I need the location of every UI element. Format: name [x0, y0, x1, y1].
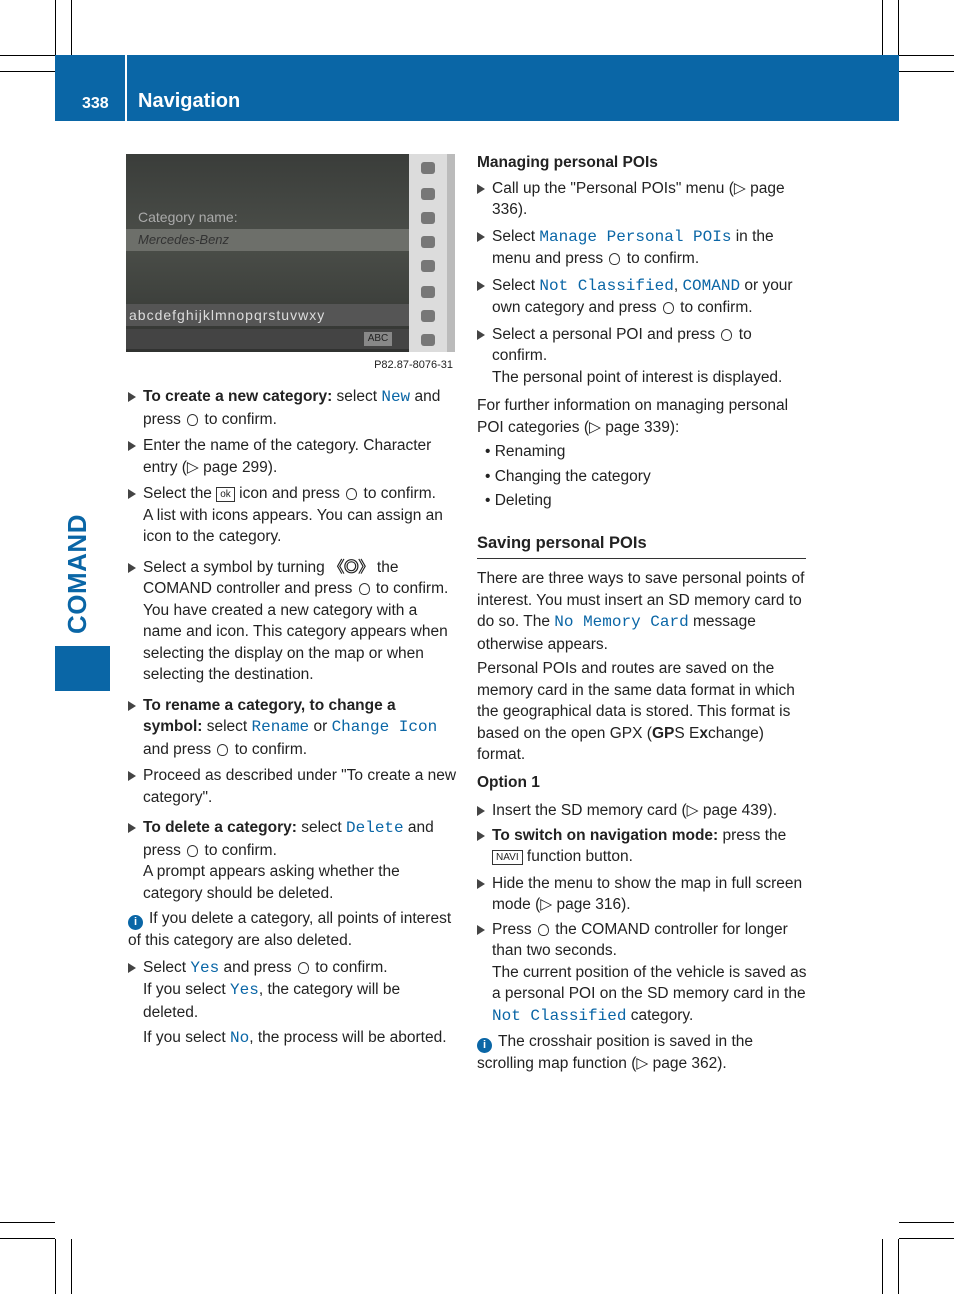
crop-mark	[882, 1239, 883, 1294]
press-controller-icon	[298, 962, 309, 974]
step-select-manage: Select Manage Personal POIs in the menu and press to confirm.	[477, 226, 809, 270]
crop-mark	[71, 0, 72, 55]
ok-button-icon: ok	[216, 487, 235, 502]
crop-mark	[899, 1222, 954, 1223]
note-select-no: If you select No, the process will be aborted.	[143, 1029, 447, 1047]
press-controller-icon	[187, 845, 198, 857]
triangle-icon	[128, 771, 136, 781]
press-controller-icon	[609, 253, 620, 265]
bullet-item: • Changing the category	[485, 467, 651, 485]
triangle-icon	[128, 392, 136, 402]
poi-icon	[421, 236, 435, 248]
press-controller-icon	[721, 329, 732, 341]
info-icon: i	[477, 1038, 492, 1053]
section-heading-managing: Managing personal POIs	[477, 154, 658, 171]
triangle-icon	[128, 823, 136, 833]
bullet-item: • Deleting	[485, 492, 552, 509]
turn-controller-icon: 《◎》	[329, 558, 373, 576]
poi-icon	[421, 162, 435, 174]
left-column	[128, 386, 458, 1050]
poi-icon	[421, 260, 435, 272]
crop-mark	[0, 71, 55, 72]
crop-mark	[55, 1239, 56, 1294]
chapter-label: COMAND	[62, 514, 92, 634]
step-hide-menu: Hide the menu to show the map in full screen mode (▷ page 316).	[477, 873, 809, 916]
info-icon: i	[128, 915, 143, 930]
navi-button-icon: NAVI	[492, 850, 523, 865]
poi-icon	[421, 212, 435, 224]
step-proceed: Proceed as described under "To create a new category".	[128, 765, 458, 808]
step-switch-navigation: To switch on navigation mode: press the NAVI function button.	[477, 825, 809, 868]
triangle-icon	[477, 330, 485, 340]
page-title: Navigation	[138, 90, 241, 112]
crop-mark	[55, 0, 56, 55]
press-controller-icon	[663, 302, 674, 314]
saving-paragraph-2: Personal POIs and routes are saved on the memory card in the same data format in which the geographical data is stored. This format is based on the open GPX (GPS Exchange) format.	[477, 660, 795, 763]
crop-mark	[0, 55, 55, 56]
triangle-icon	[477, 831, 485, 841]
step-select-yes: Select Yes and press to confirm. If you select Yes, the category will be deleted.	[128, 957, 458, 1024]
press-controller-icon	[217, 744, 228, 756]
header-divider	[125, 55, 127, 121]
page-number: 338	[82, 95, 109, 112]
poi-icon	[421, 188, 435, 200]
step-press-controller: Press the COMAND controller for longer than two seconds. The current position of the vehicle is saved as a personal POI on the SD memory card in the Not Classified category.	[477, 919, 809, 1028]
triangle-icon	[128, 489, 136, 499]
bullet-item: • Renaming	[485, 443, 566, 460]
triangle-icon	[477, 806, 485, 816]
crop-mark	[899, 71, 954, 72]
poi-icon	[421, 334, 435, 346]
crop-mark	[898, 1239, 899, 1294]
category-name-label: Category name:	[138, 209, 238, 225]
scrollbar	[447, 154, 455, 352]
step-select-category: Select Not Classified, COMAND or your own category and press to confirm.	[477, 275, 809, 319]
option-heading: Option 1	[477, 773, 540, 791]
crop-mark	[71, 1239, 72, 1294]
comand-screen-figure	[126, 154, 455, 376]
chapter-tab	[55, 646, 110, 691]
press-controller-icon	[346, 488, 357, 500]
further-info: For further information on managing personal POI categories (▷ page 339):	[477, 397, 789, 436]
step-insert-sd: Insert the SD memory card (▷ page 439).	[477, 800, 809, 822]
step-select-poi: Select a personal POI and press to confirm. The personal point of interest is displayed.	[477, 324, 809, 389]
triangle-icon	[128, 441, 136, 451]
saving-paragraph-1: There are three ways to save personal points of interest. You must insert an SD memory card to do so. The No Memory Card message otherwise appears.	[477, 570, 805, 653]
triangle-icon	[477, 184, 485, 194]
poi-icon	[421, 310, 435, 322]
step-select-symbol: Select a symbol by turning 《◎》 the COMAND controller and press to confirm. You have created a new category with a name and icon. This category appears when selecting the display on the map or when selecting the destination.	[128, 557, 458, 686]
triangle-icon	[477, 925, 485, 935]
info-note-crosshair: i The crosshair position is saved in the scrolling map function (▷ page 362).	[477, 1033, 754, 1072]
right-column	[477, 152, 809, 1075]
press-controller-icon	[187, 414, 198, 426]
press-controller-icon	[538, 924, 549, 936]
crop-mark	[882, 0, 883, 55]
step-delete-category: To delete a category: select Delete and press to confirm. A prompt appears asking whether the category should be deleted.	[128, 817, 458, 904]
section-rule	[477, 558, 806, 559]
icon-list	[409, 154, 447, 352]
info-note-delete: i If you delete a category, all points of interest of this category are also deleted.	[128, 910, 452, 949]
step-rename-category: To rename a category, to change a symbol: select Rename or Change Icon and press to confirm.	[128, 695, 458, 761]
crop-mark	[898, 0, 899, 55]
abc-button: ABC	[364, 332, 392, 346]
triangle-icon	[477, 232, 485, 242]
step-call-up-menu: Call up the "Personal POIs" menu (▷ page 336).	[477, 178, 809, 221]
crop-mark	[0, 1238, 55, 1239]
poi-icon	[421, 286, 435, 298]
figure-caption: P82.87-8076-31	[374, 359, 453, 371]
category-name-field: Mercedes-Benz	[126, 229, 409, 251]
step-create-category: To create a new category: select New and press to confirm.	[128, 386, 458, 430]
triangle-icon	[128, 701, 136, 711]
crop-mark	[899, 55, 954, 56]
press-controller-icon	[359, 583, 370, 595]
crop-mark	[0, 1222, 55, 1223]
triangle-icon	[477, 879, 485, 889]
crop-mark	[899, 1238, 954, 1239]
triangle-icon	[128, 963, 136, 973]
step-enter-name: Enter the name of the category. Character entry (▷ page 299).	[128, 435, 458, 478]
character-bar: abcdefghijklmnopqrstuvwxy	[126, 304, 409, 326]
section-heading-saving: Saving personal POIs	[477, 533, 647, 552]
triangle-icon	[477, 281, 485, 291]
triangle-icon	[128, 563, 136, 573]
step-select-ok: Select the ok icon and press to confirm. A list with icons appears. You can assign an icon to the category.	[128, 483, 458, 548]
